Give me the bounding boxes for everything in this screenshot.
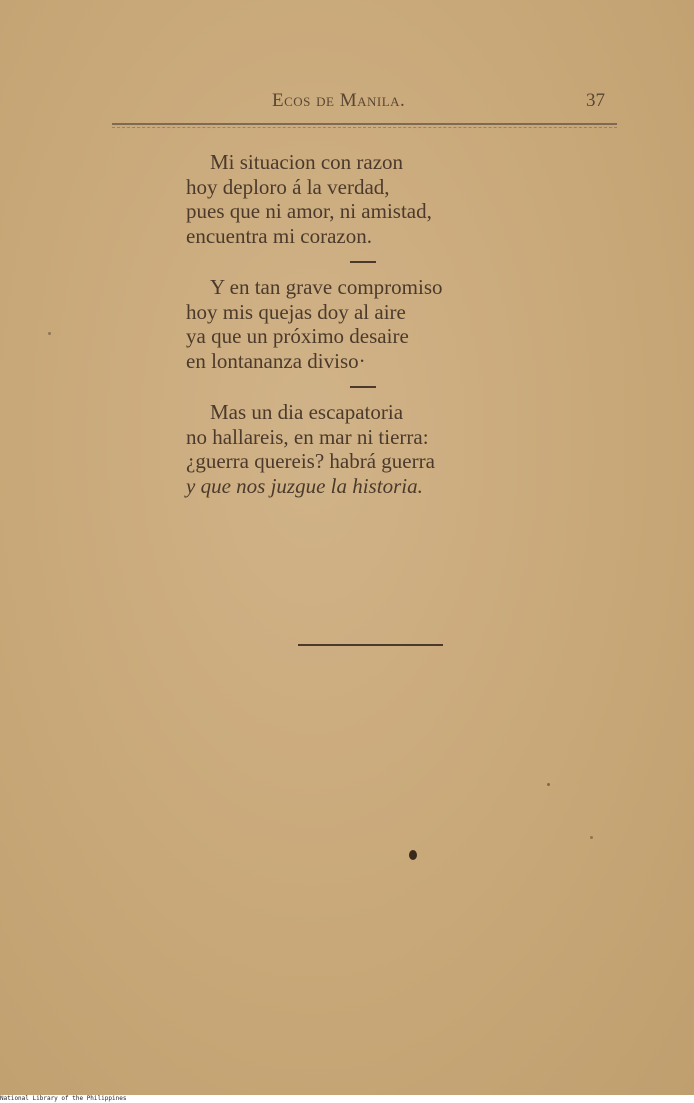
- stanza-2: [186, 275, 526, 373]
- poem-line: pues que ni amor, ni amistad,: [186, 199, 432, 223]
- poem-line: Mas un dia escapatoria: [210, 400, 404, 424]
- ink-spot: [409, 850, 417, 860]
- poem-line: ¿guerra quereis? habrá guerra: [186, 449, 435, 473]
- poem-line: hoy mis quejas doy al aire: [186, 299, 406, 324]
- header-rule: [112, 123, 617, 125]
- poem-line: Y en tan grave compromiso: [210, 275, 443, 299]
- ink-spot: [48, 332, 51, 335]
- poem-line: Mi situacion con razon: [210, 150, 404, 174]
- header-rule-ornament: [112, 127, 617, 128]
- stanza-3: [186, 400, 526, 498]
- running-header: [0, 88, 694, 118]
- ink-spot: [547, 783, 550, 786]
- poem-line: en lontananza diviso·: [186, 348, 366, 373]
- running-title: Ecos de Manila.: [272, 90, 406, 111]
- poem-line: encuentra mi corazon.: [186, 223, 372, 248]
- poem-line: no hallareis, en mar ni tierra:: [186, 424, 429, 449]
- stanza-separator: [350, 261, 376, 263]
- ink-spot: [590, 836, 593, 839]
- page-number: 37: [586, 90, 605, 111]
- stanza-separator: [350, 386, 376, 388]
- poem-line-italic: y que nos juzgue la historia.: [186, 473, 423, 498]
- poem: [186, 150, 526, 498]
- poem-line: ya que un próximo desaire: [186, 324, 409, 348]
- poem-line: hoy deploro á la verdad,: [186, 174, 390, 199]
- footer: [0, 1095, 694, 1103]
- end-rule: [298, 644, 443, 646]
- footer-credit: National Library of the Philippines: [0, 1095, 127, 1102]
- stanza-1: [186, 150, 526, 248]
